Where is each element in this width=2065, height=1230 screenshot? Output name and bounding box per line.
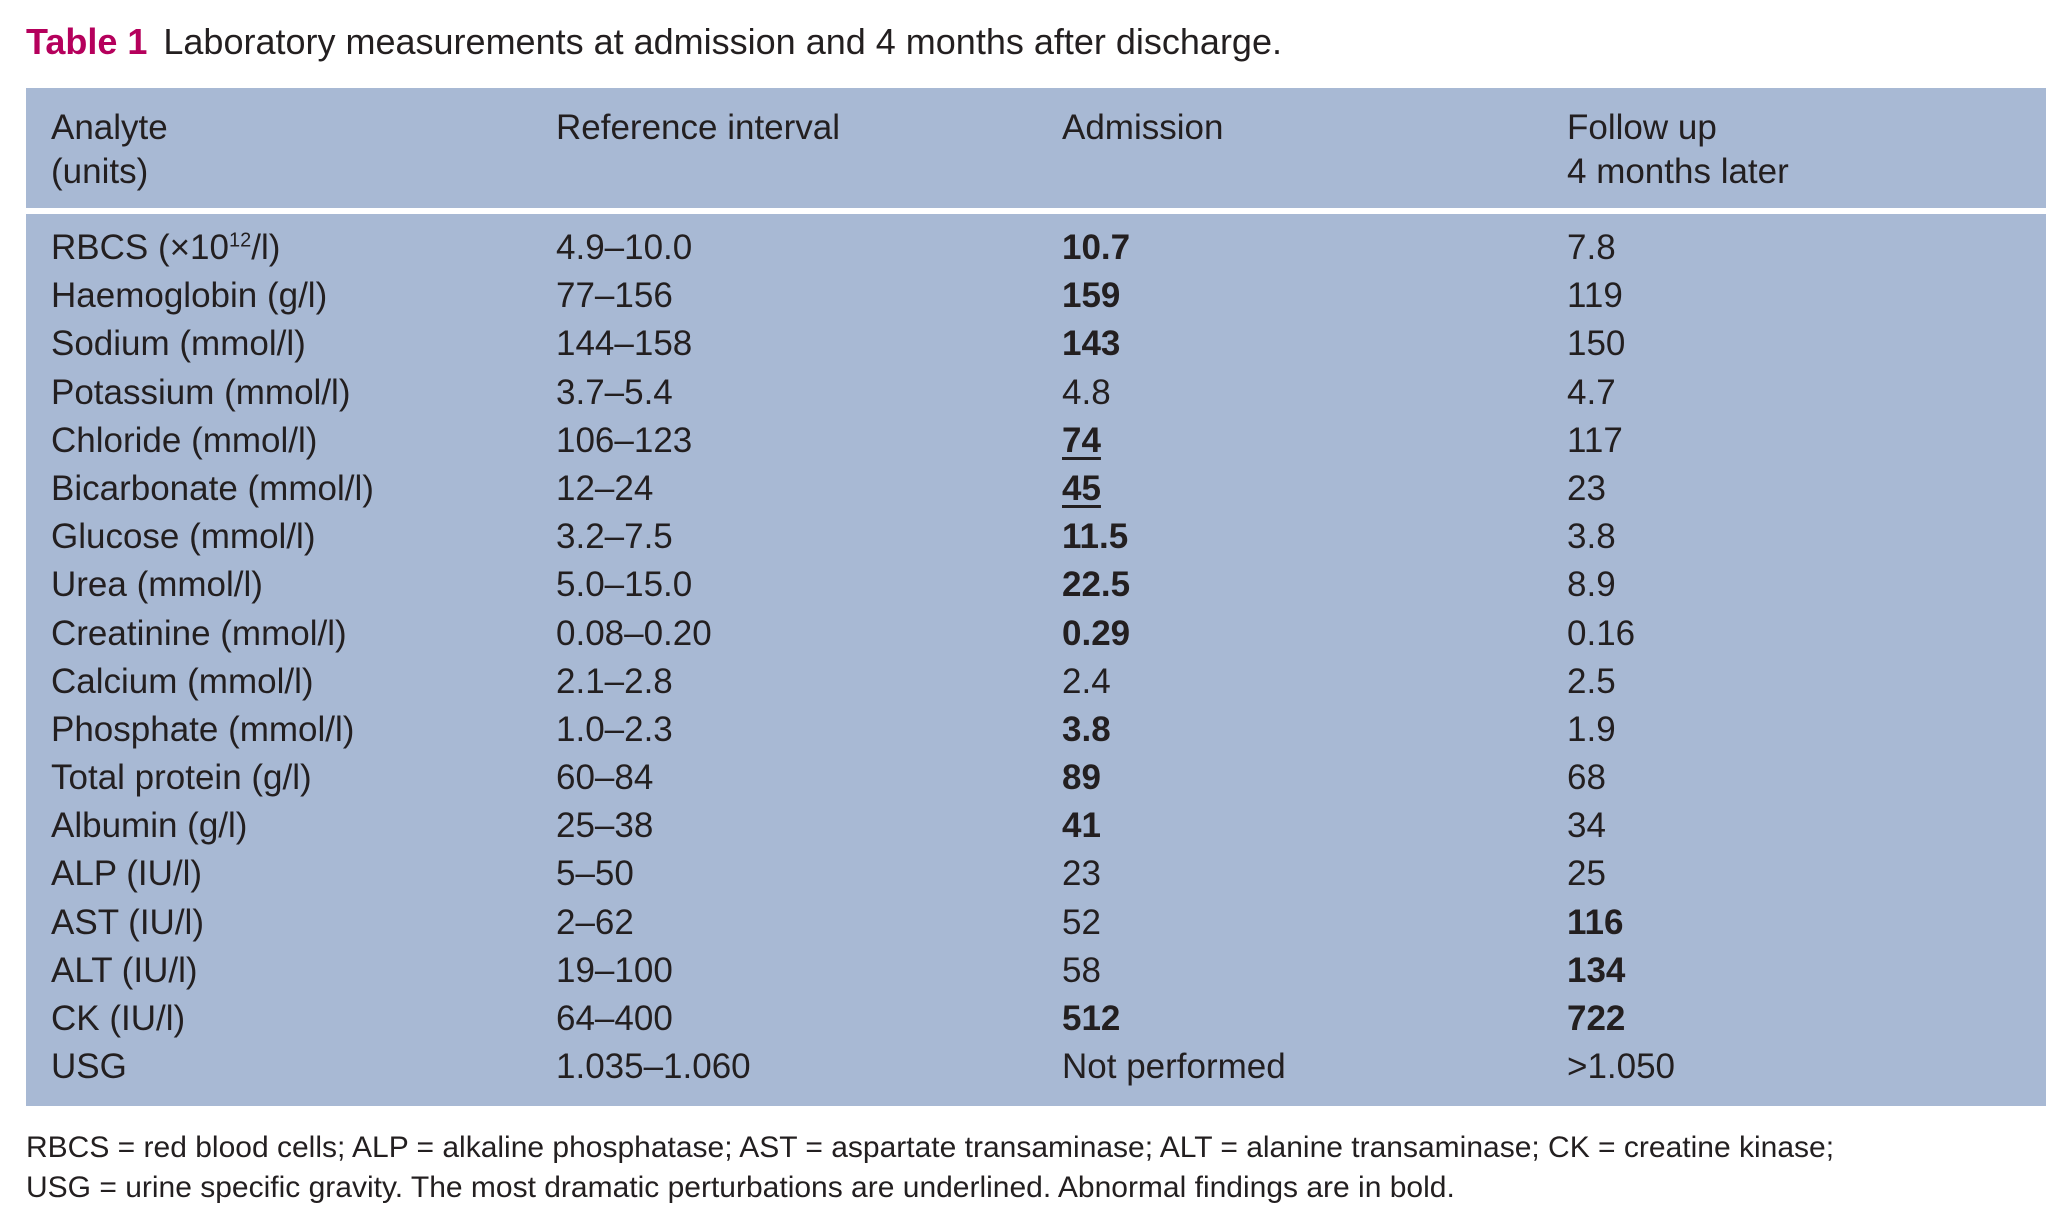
- cell-followup: 25: [1567, 854, 1606, 894]
- table-row: [26, 754, 2046, 802]
- cell-reference: 25–38: [556, 806, 654, 846]
- analyte-text: ALP (IU/l): [51, 854, 203, 894]
- analyte-text: Urea (mmol/l): [51, 565, 263, 605]
- table-row: [26, 947, 2046, 995]
- cell-reference: 2–62: [556, 902, 634, 942]
- header-reference: [556, 106, 840, 150]
- cell-admission: 512: [1062, 999, 1121, 1038]
- cell-analyte: [51, 465, 374, 513]
- table-row: [26, 995, 2046, 1043]
- cell-admission: 58: [1062, 950, 1101, 990]
- analyte-text: CK (IU/l): [51, 999, 186, 1038]
- analyte-tail: /l): [251, 228, 281, 267]
- table-title: Laboratory measurements at admission and 4 months after discharge.: [163, 21, 1282, 62]
- table-row: [26, 513, 2046, 561]
- cell-analyte: [51, 1043, 127, 1091]
- table-row: [26, 320, 2046, 368]
- cell-admission: Not performed: [1062, 1047, 1286, 1087]
- table-row: [26, 899, 2046, 947]
- analyte-text: RBCS (×10: [51, 228, 229, 267]
- cell-admission: 3.8: [1062, 709, 1111, 749]
- cell-analyte: [51, 850, 202, 898]
- cell-analyte: [51, 802, 247, 850]
- cell-analyte: [51, 706, 354, 754]
- footnote-line2: USG = urine specific gravity. The most dramatic perturbations are underlined. Abnormal findings are in bold.: [26, 1171, 1455, 1204]
- table-row: [26, 561, 2046, 609]
- cell-followup: 3.8: [1567, 517, 1616, 557]
- header-reference-line1: Reference interval: [556, 108, 841, 147]
- cell-reference: 2.1–2.8: [556, 661, 673, 701]
- analyte-text: AST (IU/l): [51, 902, 204, 942]
- cell-admission: 41: [1062, 806, 1101, 846]
- analyte-text: ALT (IU/l): [51, 950, 198, 990]
- table-row: [26, 369, 2046, 417]
- cell-admission: 143: [1062, 324, 1121, 364]
- table-body: [26, 224, 2046, 1091]
- cell-reference: 1.0–2.3: [556, 709, 673, 749]
- cell-admission: 10.7: [1062, 228, 1131, 267]
- cell-reference: 19–100: [556, 950, 673, 990]
- header-admission: [1062, 106, 1223, 150]
- cell-admission: 22.5: [1062, 565, 1131, 605]
- cell-analyte: [51, 224, 280, 272]
- cell-followup: 1.9: [1567, 709, 1616, 749]
- table-row: [26, 224, 2046, 272]
- cell-followup: 0.16: [1567, 613, 1636, 653]
- cell-reference: 106–123: [556, 420, 693, 460]
- cell-analyte: [51, 513, 315, 561]
- cell-admission: 52: [1062, 902, 1101, 942]
- cell-reference: 64–400: [556, 999, 673, 1038]
- cell-analyte: [51, 610, 347, 658]
- cell-followup: 119: [1567, 276, 1623, 316]
- cell-analyte: [51, 754, 312, 802]
- cell-admission: 74: [1062, 420, 1101, 460]
- analyte-text: Chloride (mmol/l): [51, 420, 318, 460]
- cell-analyte: [51, 561, 263, 609]
- cell-analyte: [51, 947, 198, 995]
- analyte-text: Sodium (mmol/l): [51, 324, 306, 364]
- analyte-text: Bicarbonate (mmol/l): [51, 468, 374, 508]
- analyte-text: Glucose (mmol/l): [51, 517, 316, 557]
- header-admission-line1: Admission: [1062, 108, 1224, 147]
- table-row: [26, 465, 2046, 513]
- table-header: [26, 88, 2046, 208]
- cell-admission: 89: [1062, 758, 1101, 798]
- table-caption: [26, 14, 1282, 70]
- table-row: [26, 1043, 2046, 1091]
- cell-admission: 23: [1062, 854, 1101, 894]
- header-followup-line2: 4 months later: [1567, 152, 1789, 191]
- cell-reference: 3.2–7.5: [556, 517, 673, 557]
- header-followup: [1567, 106, 1789, 194]
- analyte-text: USG: [51, 1047, 127, 1087]
- table-footnote: [26, 1128, 2046, 1208]
- cell-reference: 3.7–5.4: [556, 372, 673, 412]
- header-separator: [26, 208, 2046, 214]
- cell-reference: 1.035–1.060: [556, 1047, 751, 1087]
- cell-analyte: [51, 658, 314, 706]
- cell-analyte: [51, 272, 327, 320]
- cell-followup: 68: [1567, 758, 1606, 798]
- cell-reference: 60–84: [556, 758, 654, 798]
- table-row: [26, 417, 2046, 465]
- cell-analyte: [51, 899, 204, 947]
- analyte-text: Phosphate (mmol/l): [51, 709, 355, 749]
- table-row: [26, 272, 2046, 320]
- cell-followup: 2.5: [1567, 661, 1616, 701]
- cell-reference: 4.9–10.0: [556, 228, 693, 267]
- cell-followup: >1.050: [1567, 1047, 1676, 1087]
- cell-reference: 12–24: [556, 468, 654, 508]
- table-row: [26, 610, 2046, 658]
- table-row: [26, 706, 2046, 754]
- cell-analyte: [51, 320, 306, 368]
- cell-followup: 23: [1567, 468, 1606, 508]
- cell-analyte: [51, 369, 350, 417]
- footnote-line1: RBCS = red blood cells; ALP = alkaline phosphatase; AST = aspartate transaminase; ALT = alanine transaminase; CK = creatine kinase;: [26, 1131, 1835, 1164]
- cell-admission: 2.4: [1062, 661, 1111, 701]
- cell-followup: 722: [1567, 999, 1626, 1038]
- cell-analyte: [51, 995, 185, 1043]
- cell-analyte: [51, 417, 317, 465]
- analyte-text: Calcium (mmol/l): [51, 661, 314, 701]
- cell-followup: 4.7: [1567, 372, 1616, 412]
- cell-admission: 0.29: [1062, 613, 1131, 653]
- cell-followup: 7.8: [1567, 228, 1616, 267]
- analyte-superscript: 12: [229, 229, 252, 252]
- cell-followup: 8.9: [1567, 565, 1616, 605]
- cell-reference: 144–158: [556, 324, 693, 364]
- cell-followup: 116: [1567, 902, 1624, 942]
- cell-admission: 4.8: [1062, 372, 1111, 412]
- analyte-text: Albumin (g/l): [51, 806, 248, 846]
- analyte-text: Total protein (g/l): [51, 758, 312, 798]
- header-analyte-line2: (units): [51, 152, 149, 191]
- header-followup-line1: Follow up: [1567, 108, 1717, 147]
- table-label: Table 1: [26, 21, 148, 62]
- cell-reference: 0.08–0.20: [556, 613, 712, 653]
- header-analyte: [51, 106, 168, 194]
- cell-followup: 150: [1567, 324, 1626, 364]
- cell-followup: 117: [1567, 420, 1623, 460]
- cell-reference: 5–50: [556, 854, 634, 894]
- table-row: [26, 850, 2046, 898]
- cell-reference: 5.0–15.0: [556, 565, 693, 605]
- cell-reference: 77–156: [556, 276, 673, 316]
- analyte-text: Haemoglobin (g/l): [51, 276, 328, 316]
- analyte-text: Potassium (mmol/l): [51, 372, 351, 412]
- cell-admission: 45: [1062, 468, 1101, 508]
- table-row: [26, 802, 2046, 850]
- analyte-text: Creatinine (mmol/l): [51, 613, 347, 653]
- header-analyte-line1: Analyte: [51, 108, 168, 147]
- cell-followup: 134: [1567, 950, 1626, 990]
- cell-followup: 34: [1567, 806, 1606, 846]
- cell-admission: 11.5: [1062, 517, 1129, 557]
- cell-admission: 159: [1062, 276, 1121, 316]
- table-row: [26, 658, 2046, 706]
- lab-table: [26, 88, 2046, 1106]
